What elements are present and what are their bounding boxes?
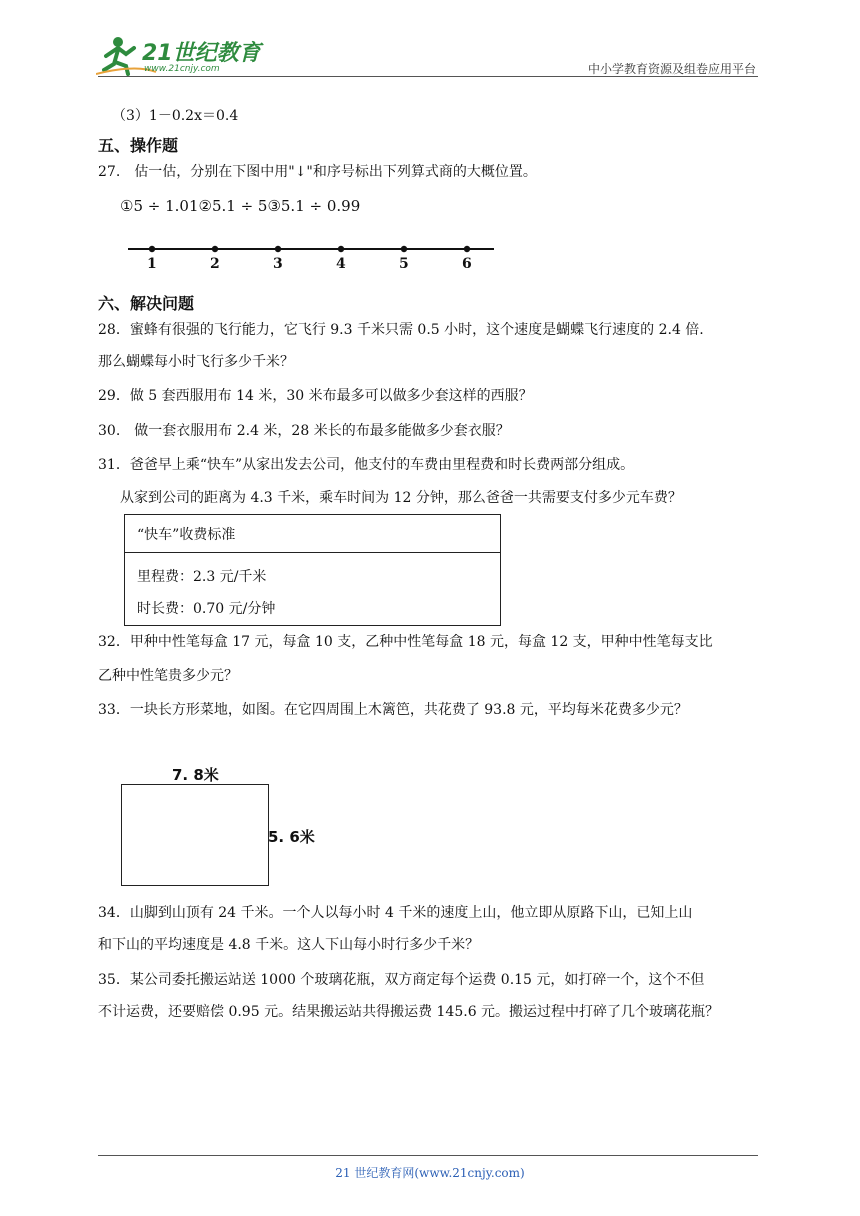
footer-link[interactable]: 21 世纪教育网(www.21cnjy.com) bbox=[335, 1166, 525, 1180]
fare-table-title: “快车”收费标准 bbox=[125, 515, 501, 553]
question-31-line-1: 31．爸爸早上乘“快车”从家出发去公司，他支付的车费由里程费和时长费两部分组成。 bbox=[98, 457, 635, 473]
site-logo bbox=[96, 34, 266, 78]
length-label: 7. 8米 bbox=[172, 766, 219, 784]
footer-divider bbox=[98, 1155, 758, 1156]
tick-label: 3 bbox=[273, 256, 283, 272]
tick-label: 5 bbox=[399, 256, 409, 272]
time-fee: 时长费：0.70 元/分钟 bbox=[137, 601, 276, 617]
section-6-heading: 六、解决问题 bbox=[98, 294, 195, 313]
header-divider bbox=[98, 76, 758, 77]
logo-url: www.21cnjy.com bbox=[144, 64, 220, 74]
question-33: 33．一块长方形菜地，如图。在它四周围上木篱笆，共花费了 93.8 元，平均每米花费多少元？ bbox=[98, 702, 688, 718]
mileage-fee: 里程费：2.3 元/千米 bbox=[137, 569, 267, 585]
section-5-heading: 五、操作题 bbox=[98, 136, 179, 155]
question-31-line-2: 从家到公司的距离为 4.3 千米，乘车时间为 12 分钟，那么爸爸一共需要支付多少元车费？ bbox=[120, 490, 682, 506]
platform-tagline: 中小学教育资源及组卷应用平台 bbox=[587, 62, 756, 76]
width-label: 5. 6米 bbox=[268, 828, 315, 846]
tick-label: 2 bbox=[210, 256, 220, 272]
question-29: 29．做 5 套西服用布 14 米，30 米布最多可以做多少套这样的西服？ bbox=[98, 388, 533, 404]
question-34-line-1: 34．山脚到山顶有 24 千米。一个人以每小时 4 千米的速度上山，他立即从原路下山，已知上山 bbox=[98, 905, 693, 921]
question-28-line-1: 28．蜜蜂有很强的飞行能力，它飞行 9.3 千米只需 0.5 小时，这个速度是蝴蝶飞行速度的 2.4 倍. bbox=[98, 322, 704, 338]
equation-3: （3）1－0.2x＝0.4 bbox=[112, 108, 239, 124]
question-30: 30. 做一套衣服用布 2.4 米，28 米长的布最多能做多少套衣服？ bbox=[98, 423, 510, 439]
fare-table bbox=[124, 514, 501, 626]
tick-label: 4 bbox=[336, 256, 346, 272]
question-32-line-1: 32．甲种中性笔每盒 17 元，每盒 10 支，乙种中性笔每盒 18 元，每盒 12 支，甲种中性笔每支比 bbox=[98, 634, 713, 650]
question-27-items: ①5 ÷ 1.01②5.1 ÷ 5③5.1 ÷ 0.99 bbox=[120, 197, 361, 215]
vegetable-plot-rectangle bbox=[121, 784, 269, 886]
question-27: 27. 估一估，分别在下图中用"↓"和序号标出下列算式商的大概位置。 bbox=[98, 164, 537, 180]
question-34-line-2: 和下山的平均速度是 4.8 千米。这人下山每小时行多少千米？ bbox=[98, 937, 480, 953]
question-35-line-1: 35．某公司委托搬运站送 1000 个玻璃花瓶，双方商定每个运费 0.15 元，如打碎一个，这个不但 bbox=[98, 972, 705, 988]
question-32-line-2: 乙种中性笔贵多少元？ bbox=[98, 668, 238, 684]
tick-label: 6 bbox=[462, 256, 472, 272]
number-line bbox=[124, 238, 496, 274]
question-28-line-2: 那么蝴蝶每小时飞行多少千米？ bbox=[98, 354, 294, 370]
fare-table-body bbox=[125, 553, 501, 626]
tick-label: 1 bbox=[147, 256, 157, 272]
logo-text: 21世纪教育 bbox=[142, 41, 261, 66]
question-35-line-2: 不计运费，还要赔偿 0.95 元。结果搬运站共得搬运费 145.6 元。搬运过程中打碎了几个玻璃花瓶？ bbox=[98, 1004, 720, 1020]
